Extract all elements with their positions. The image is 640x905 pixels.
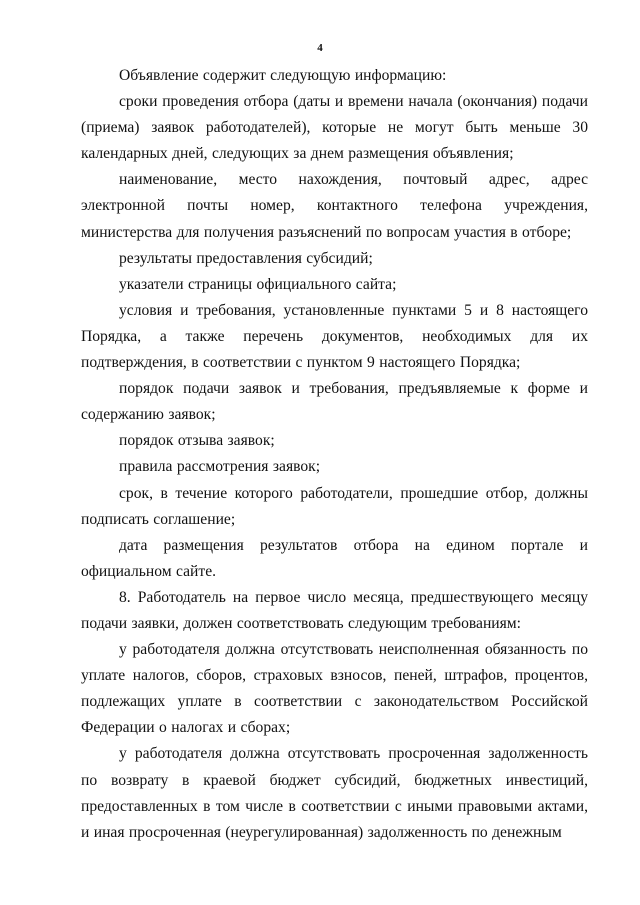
- paragraph-submission-order: порядок подачи заявок и требования, предъявляемые к форме и содержанию заявок;: [81, 380, 588, 424]
- page-number: 4: [317, 42, 323, 54]
- paragraph-overdue-debt: у работодателя должна отсутствовать просроченная задолженность по возврату в краевой бюджет субсидий, бюджетных инвестиций, предоставленных в том числе в соответствии с иными правовыми актами, и иная просроченная (неурегулированная) задолженность по денежным: [81, 745, 588, 841]
- paragraph-conditions: условия и требования, установленные пунктами 5 и 8 настоящего Порядка, а также перечень документов, необходимых для их подтверждения, в соответствии с пунктом 9 настоящего Порядка;: [81, 301, 588, 372]
- paragraph-withdrawal: порядок отзыва заявок;: [119, 432, 275, 450]
- paragraph-section-8: 8. Работодатель на первое число месяца, предшествующего месяцу подачи заявки, должен соответствовать следующим требованиям:: [81, 588, 588, 632]
- paragraph-agreement-term: срок, в течение которого работодатели, прошедшие отбор, должны подписать соглашение;: [81, 484, 588, 528]
- document-body: [81, 63, 588, 846]
- paragraph-tax-obligations: у работодателя должна отсутствовать неисполненная обязанность по уплате налогов, сборов, страховых взносов, пеней, штрафов, процентов, подлежащих уплате в соответствии с законодательством Российской Федерации о налогах и сборах;: [81, 641, 588, 737]
- paragraph-results: результаты предоставления субсидий;: [119, 249, 373, 267]
- paragraph-deadlines: сроки проведения отбора (даты и времени начала (окончания) подачи (приема) заявок работодателей), которые не могут быть меньше 30 календарных дней, следующих за днем размещения объявления;: [81, 93, 588, 163]
- paragraph-intro: Объявление содержит следующую информацию:: [119, 67, 447, 84]
- paragraph-site-pointers: указатели страницы официального сайта;: [119, 275, 397, 293]
- paragraph-review-rules: правила рассмотрения заявок;: [119, 458, 321, 476]
- paragraph-publication-date: дата размещения результатов отбора на едином портале и официальном сайте.: [81, 536, 588, 580]
- paragraph-contacts: наименование, место нахождения, почтовый адрес, адрес электронной почты номер, контактного телефона учреждения, министерства для получения разъяснений по вопросам участия в отборе;: [81, 171, 588, 241]
